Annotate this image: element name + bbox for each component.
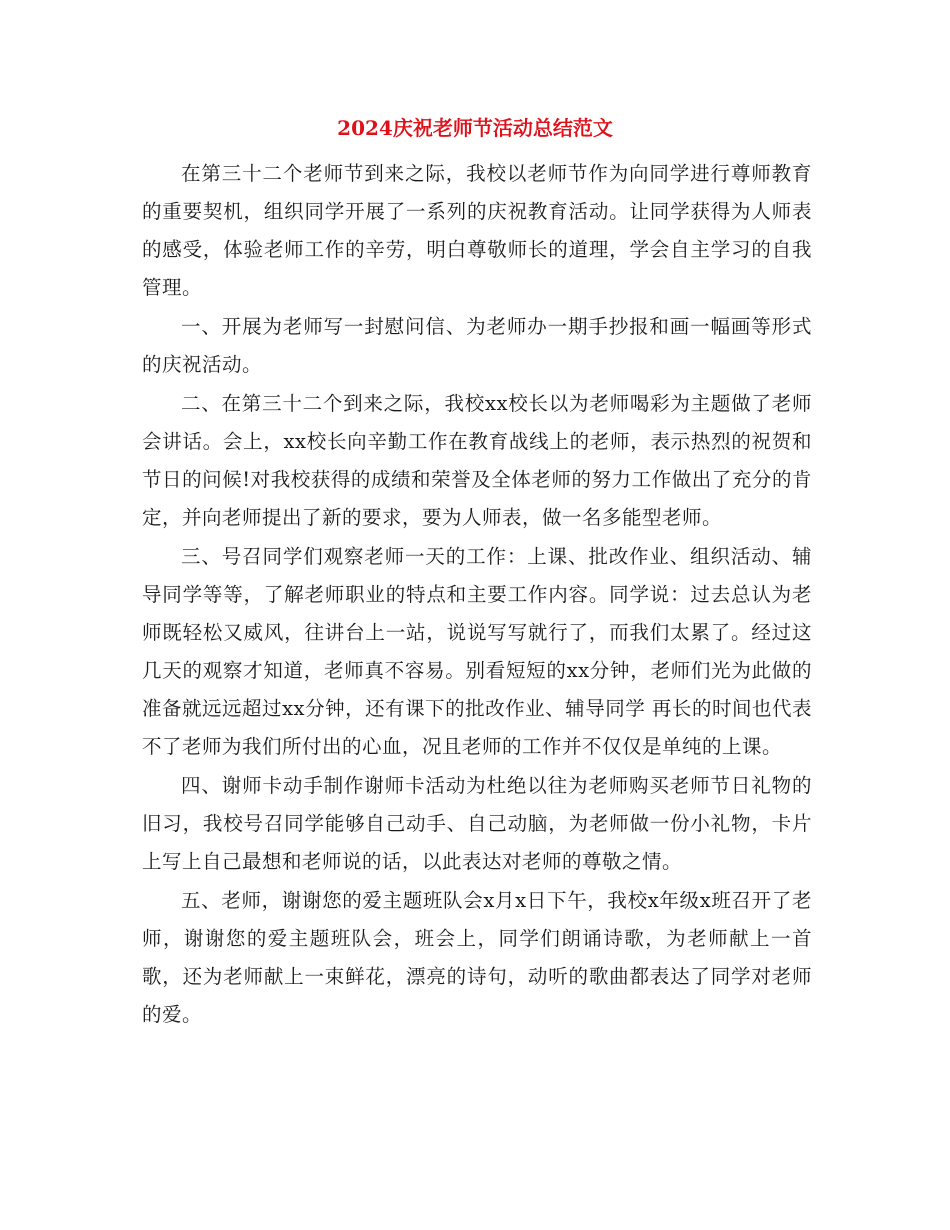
document-body: [142, 155, 812, 1035]
paragraph-item-5: 五、老师，谢谢您的爱主题班队会x月x日下午，我校x年级x班召开了老师，谢谢您的爱主题班队会，班会上，同学们朗诵诗歌，为老师献上一首歌，还为老师献上一束鲜花，漂亮的诗句，动听的歌曲都表达了同学对老师的爱。: [142, 889, 812, 1026]
document-title: 2024庆祝老师节活动总结范文: [337, 116, 613, 140]
paragraph-item-4: 四、谢师卡动手制作谢师卡活动为杜绝以往为老师购买老师节日礼物的旧习，我校号召同学能够自己动手、自己动脑，为老师做一份小礼物，卡片上写上自己最想和老师说的话，以此表达对老师的尊敬之情。: [142, 774, 812, 873]
paragraph-item-2: 二、在第三十二个到来之际，我校xx校长以为老师喝彩为主题做了老师会讲话。会上，xx校长向辛勤工作在教育战线上的老师，表示热烈的祝贺和节日的问候!对我校获得的成绩和荣誉及全体老师的努力工作做出了充分的肯定，并向老师提出了新的要求，要为人师表，做一名多能型老师。: [142, 392, 812, 529]
paragraph-intro: 在第三十二个老师节到来之际，我校以老师节作为向同学进行尊师教育的重要契机，组织同学开展了一系列的庆祝教育活动。让同学获得为人师表的感受，体验老师工作的辛劳，明白尊敬师长的道理，学会自主学习的自我管理。: [142, 162, 812, 299]
paragraph-item-1: 一、开展为老师写一封慰问信、为老师办一期手抄报和画一幅画等形式的庆祝活动。: [142, 315, 812, 376]
paragraph-item-3: 三、号召同学们观察老师一天的工作：上课、批改作业、组织活动、辅导同学等等，了解老师职业的特点和主要工作内容。同学说：过去总认为老师既轻松又威风，往讲台上一站，说说写写就行了，而我们太累了。经过这几天的观察才知道，老师真不容易。别看短短的xx分钟，老师们光为此做的准备就远远超过xx分钟，还有课下的批改作业、辅导同学 再长的时间也代表不了老师为我们所付出的心血，况且老师的工作并不仅仅是单纯的上课。: [142, 545, 812, 758]
